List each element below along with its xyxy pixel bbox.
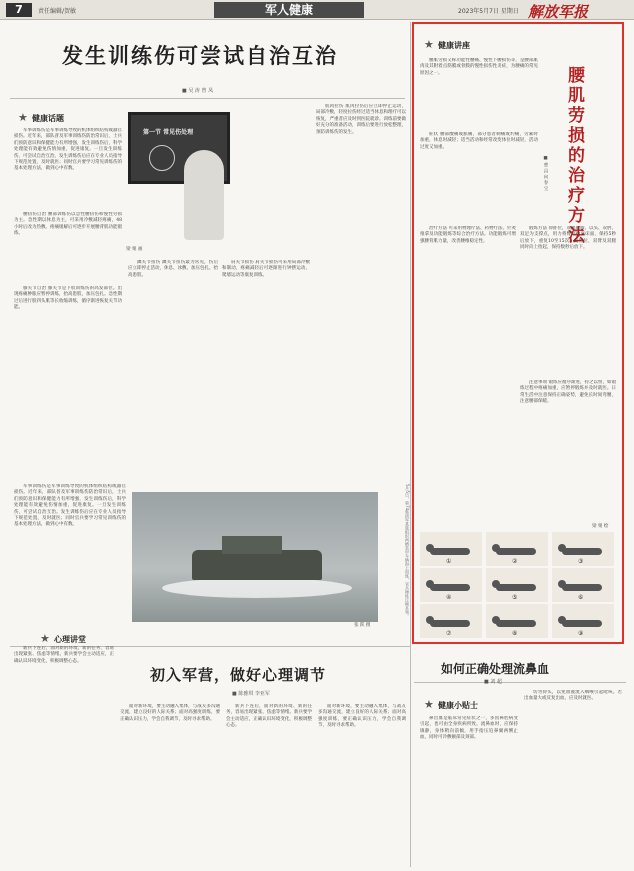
article3-paragraph: 新兵下连后，面对新的环境、新的任务，容易出现紧张、焦虑等情绪。新兵要学会主动适应，正确认识环境变化，积极调整心态。: [226, 704, 312, 729]
photo-credit: 张 跃 摄: [354, 623, 371, 628]
article1-byline: ■ 吴 涛 曾 凤: [182, 88, 214, 94]
figure-body: [430, 620, 470, 627]
article2-author: ■ 曹 昌 何 春 宝: [543, 156, 548, 191]
figure-body: [562, 548, 602, 555]
editor-credit: 责任编辑/贺敏: [38, 8, 77, 15]
exercise-number: ①: [446, 558, 452, 565]
figure-body: [562, 620, 602, 627]
article3-paragraph: 新兵下连后，面对新的环境、新的任务，容易出现紧张、焦虑等情绪。新兵要学会主动适应，正确认识环境变化，积极调整心态。: [14, 646, 114, 664]
article3-paragraph: 面对新环境，要主动融入集体，与战友多沟通交流，建立良好的人际关系；面对高强度训练，要正确认识压力，学会自我调节，及时寻求帮助。: [120, 704, 220, 722]
exercise-number: ⑥: [578, 594, 584, 601]
divider: [10, 98, 405, 99]
exercise-figure: [420, 532, 482, 566]
figure-body: [430, 548, 470, 555]
article2-paragraph: 注意事项 锻炼应循序渐进，持之以恒，如锻炼过程中疼痛加重，应暂停锻炼并及时就医。日常生活中注意保持正确姿势，避免长时间弯腰，注意腰部保暖。: [520, 380, 616, 405]
exercise-figure: [486, 532, 548, 566]
ship-wake: [162, 578, 352, 598]
illustration-title: 第一节 常见伤处理: [143, 129, 194, 136]
article3-paragraph: 面对新环境，要主动融入集体，与战友多沟通交流，建立良好的人际关系；面对高强度训练，要正确认识压力，学会自我调节，及时寻求帮助。: [318, 704, 406, 729]
article1-headline[interactable]: 发生训练伤可尝试自治互治: [62, 43, 338, 68]
figure-body: [562, 584, 602, 591]
article2-image-credit: 梁 栗 绘: [592, 524, 609, 529]
figure-body: [496, 584, 536, 591]
newspaper-masthead: 解放军报: [528, 3, 589, 21]
exercise-figure: [420, 604, 482, 638]
exercise-figure: [552, 604, 614, 638]
divider: [414, 682, 626, 683]
exercise-figure: [552, 532, 614, 566]
article1-paragraph: 肩关节损伤 肩关节损伤可采用局部冷敷和制动，疼痛减轻后可逐渐进行钟摆运动、爬墙运动等康复训练。: [222, 260, 310, 278]
news-photo[interactable]: [132, 492, 378, 622]
article1-paragraph: 军事训练伤是军事训练导致的机体组织结构或器官损伤。近年来，部队普及军事训练伤防治常识后，士兵们预防意识和保健能力有所增强，发生训练伤后，科学处理能有效避免伤情加重，促进康复。一旦发生训练伤，可尝试自治互治。发生训练伤后应在专业人员指导下规范处置，及时就医；同时官兵要学习常见训练伤的基本处理方法，做到心中有数。: [14, 484, 126, 528]
exercise-number: ③: [578, 558, 584, 565]
article3-byline: ■ 陈雅琪 李亚军: [232, 691, 270, 697]
article4-byline: ■ 刘 超: [484, 679, 502, 685]
figure-body: [496, 620, 536, 627]
article1-paragraph: 腰扭伤自治 腰部训练伤以急性腰扭伤和慢性劳损为主。急性期以休息为主，可采用冷敷减轻疼痛，48小时后改为热敷。疼痛缓解后可逐步开展腰背肌功能锻炼。: [14, 212, 122, 237]
article1-paragraph: 膝关节自治 膝关节是下肢训练伤的高发部位。出现疼痛肿胀应暂停训练，抬高患肢，加压包扎。急性期过后进行股四头肌等长收缩训练，循序渐进恢复关节功能。: [14, 286, 122, 311]
article2-paragraph: 治疗方法 可采用物理疗法、药物疗法、针灸推拿及功能锻炼等综合治疗方法。功能锻炼可增强腰背肌力量，改善腰椎稳定性。: [420, 226, 516, 244]
column-divider: [410, 22, 411, 867]
article3-column-label: ★ 心理讲堂: [40, 634, 86, 645]
figure-body: [496, 548, 536, 555]
exercise-figure: [420, 568, 482, 602]
exercise-number: ④: [446, 594, 452, 601]
exercise-number: ⑨: [578, 630, 584, 637]
exercise-number: ⑧: [512, 630, 518, 637]
article4-paragraph: 鼻出血是临床常见症状之一，多因鼻腔病变引起，也可由全身疾病所致。流鼻血时，应保持镇静，身体稍向前倾，用手指压迫鼻翼两侧止血，同时可冷敷额部及颈部。: [420, 716, 518, 741]
exercise-number: ⑤: [512, 594, 518, 601]
exercise-number: ⑦: [446, 630, 452, 637]
section-title: 军人健康: [214, 2, 364, 18]
article1-paragraph: 军事训练伤是军事训练导致的机体组织结构或器官损伤。近年来，部队普及军事训练伤防治常识后，士兵们预防意识和保健能力有所增强，发生训练伤后，科学处理能有效避免伤情加重，促进康复。一旦发生训练伤，可尝试自治互治。发生训练伤后应在专业人员指导下规范处置，及时就医；同时官兵要学习常见训练伤的基本处理方法，做到心中有数。: [14, 128, 122, 172]
joint-diagram-icon: [149, 145, 175, 171]
exercise-number: ②: [512, 558, 518, 565]
exercise-figure: [552, 568, 614, 602]
exercise-figure: [486, 568, 548, 602]
article1-paragraph: 踝关节扭伤 踝关节扭伤最为常见，伤后应立即停止活动，休息、冰敷、加压包扎、抬高患肢。: [128, 260, 218, 278]
article3-headline[interactable]: 初入军营，做好心理调节: [150, 666, 327, 684]
article2-paragraph: 腰肌劳损又称功能性腰痛、慢性下腰损伤等，是腰部肌肉及其附着点筋膜或骨膜的慢性损伤性炎症，为腰痛的常见原因之一。: [420, 58, 538, 76]
illustration-credit: 梁 栗 画: [126, 247, 143, 252]
article2-paragraph: 锻炼方法 仰卧位，双腿屈膝，以头、双肘、双足为支撑点，用力将臀部抬离床面，保持5秒后放下，重复10至15次。俯卧位，双臂及双腿同时向上抬起，保持数秒后放下。: [520, 226, 616, 251]
issue-date: 2023年5月7日 星期日: [458, 8, 519, 15]
figure-body: [430, 584, 470, 591]
page-number: 7: [6, 3, 32, 17]
article4-headline[interactable]: 如何正确处理流鼻血: [441, 662, 550, 676]
photo-caption: 5月5日，第74集团军某旅组织两栖装甲车辆海上训练，官兵锤炼过硬本领。: [405, 484, 410, 619]
article1-paragraph: 肌肉拉伤 肌肉拉伤后应立即停止运动，局部冷敷，轻度拉伤经过适当休息和理疗可以恢复，严重者应及时到医院就诊。训练前要做好充分的准备活动，训练后要进行放松整理，预防训练伤的发生。: [316, 104, 406, 135]
amphibious-vehicle-icon: [192, 550, 322, 580]
article4-column-label: ★ 健康小贴士: [424, 700, 478, 711]
article2-headline[interactable]: 腰肌劳损的治疗方法: [564, 66, 584, 246]
article1-column-label: ★ 健康话题: [18, 113, 64, 124]
page-header-bar: [0, 0, 634, 20]
doctor-figure-icon: [184, 150, 224, 240]
vehicle-turret: [222, 536, 282, 554]
article4-paragraph: 切勿仰头，以免血液流入咽喉引起呛咳。若出血量大或反复出血，应及时就医。: [524, 690, 622, 702]
article2-paragraph: 症状 腰部酸痛或胀痛，部分患者刺痛或灼痛，劳累时加重，休息时减轻；适当活动和经常改变体位时减轻，活动过度又加重。: [420, 132, 538, 150]
exercise-figure: [486, 604, 548, 638]
article2-column-label: ★ 健康讲座: [424, 40, 470, 51]
